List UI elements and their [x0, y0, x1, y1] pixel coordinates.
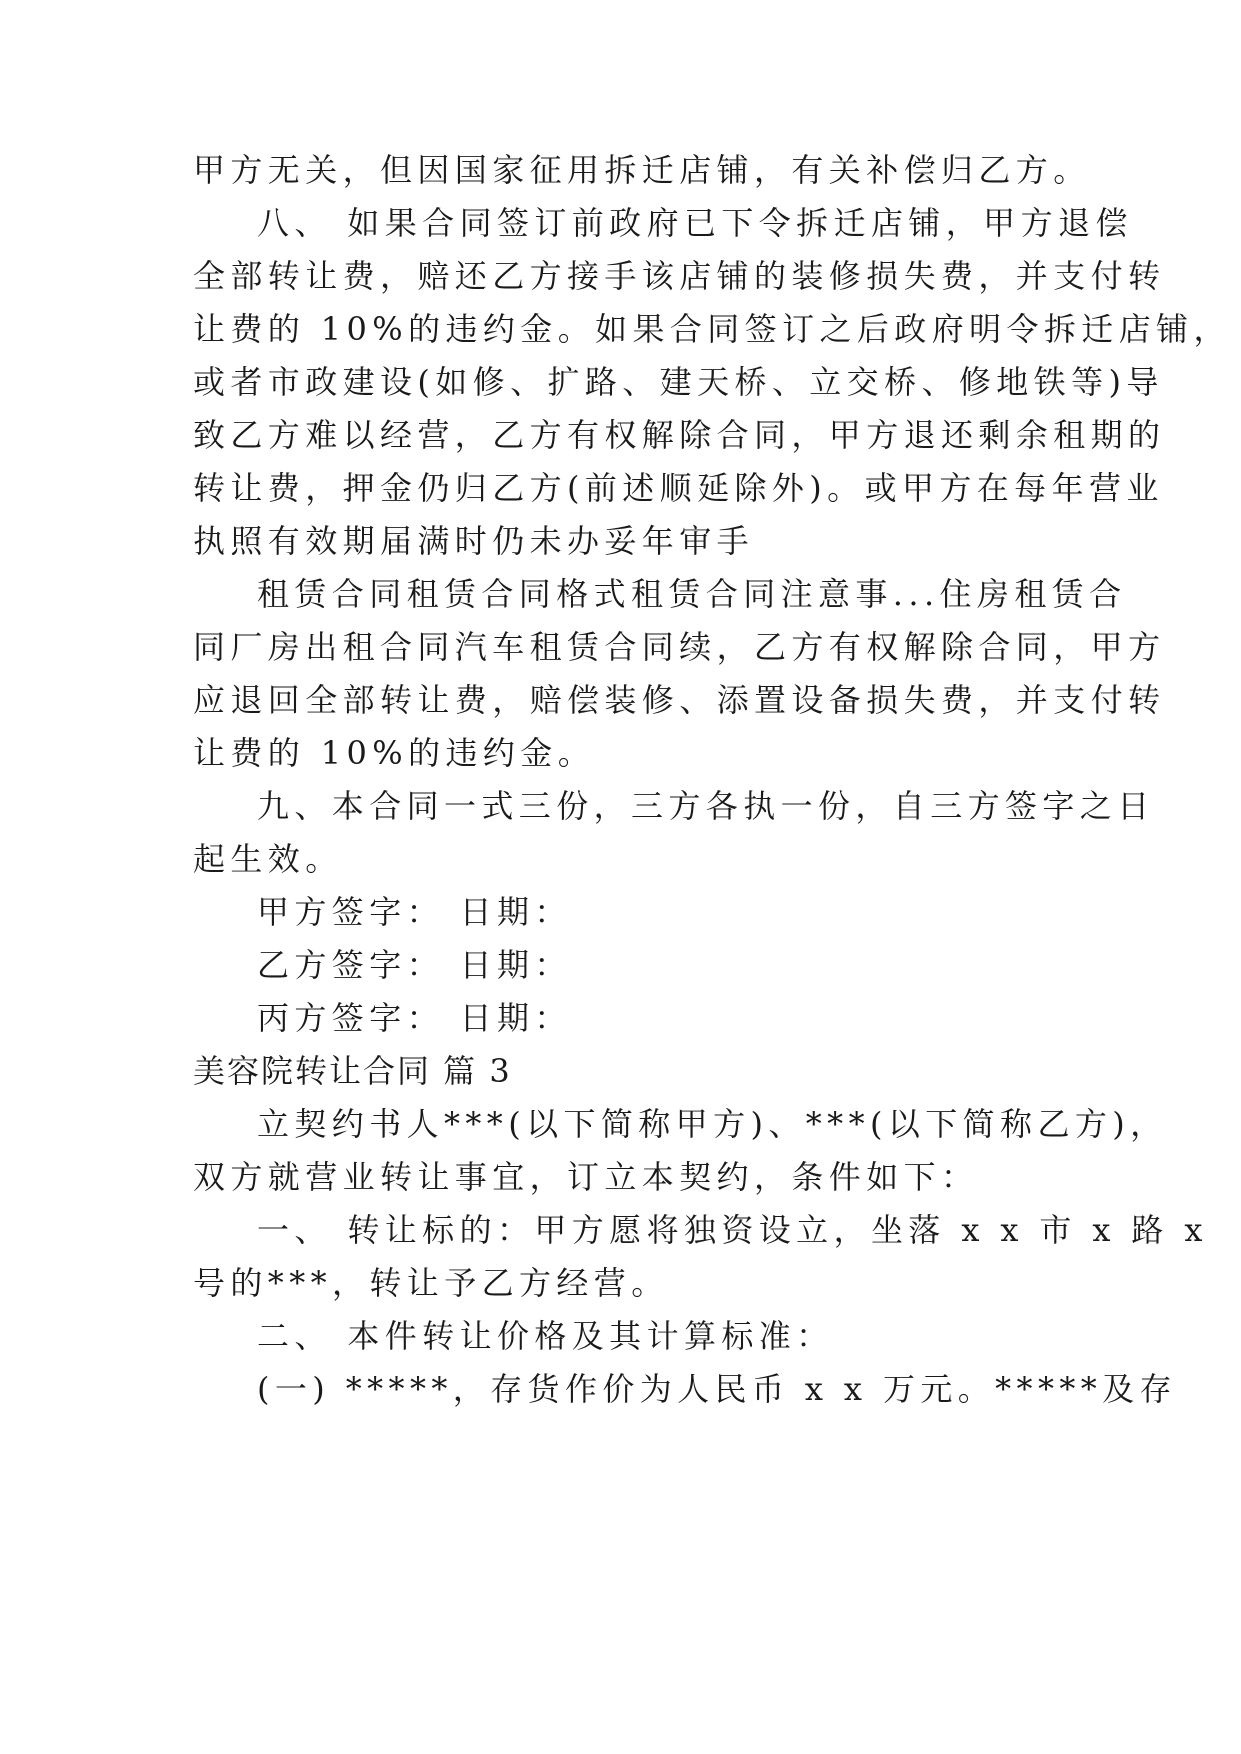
text-line: 全部转让费，赔还乙方接手该店铺的装修损失费，并支付转: [193, 257, 1166, 295]
text-line: 或者市政建设(如修、扩路、建天桥、立交桥、修地铁等)导: [193, 363, 1164, 401]
party-a-signature-line: 甲方签字： 日期：: [257, 893, 572, 931]
text-line: 让费的 10%的违约金。: [193, 734, 596, 772]
text-line: 双方就营业转让事宜，订立本契约，条件如下：: [193, 1158, 979, 1196]
text-line: 让费的 10%的违约金。如果合同签订之后政府明令拆迁店铺，: [193, 310, 1231, 348]
text-line: 甲方无关，但因国家征用拆迁店铺，有关补偿归乙方。: [193, 151, 1091, 189]
paragraph-line: 立契约书人***(以下简称甲方)、***(以下简称乙方)，: [257, 1105, 1168, 1143]
party-c-signature-line: 丙方签字： 日期：: [257, 999, 572, 1037]
clause-9-line: 九、本合同一式三份，三方各执一份，自三方签字之日: [257, 787, 1155, 825]
party-b-signature-line: 乙方签字： 日期：: [257, 946, 572, 984]
text-line: 起生效。: [193, 840, 343, 878]
sub-clause-line: (一) *****，存货作价为人民币 x x 万元。*****及存: [257, 1370, 1177, 1408]
paragraph-line: 租赁合同租赁合同格式租赁合同注意事...住房租赁合: [257, 575, 1127, 613]
text-line: 应退回全部转让费，赔偿装修、添置设备损失费，并支付转: [193, 681, 1166, 719]
text-line: 号的***，转让予乙方经营。: [193, 1264, 669, 1302]
clause-8-line: 八、 如果合同签订前政府已下令拆迁店铺，甲方退偿: [257, 204, 1133, 242]
clause-2-line: 二、 本件转让价格及其计算标准：: [257, 1317, 834, 1355]
text-line: 执照有效期届满时仍未办妥年审手: [193, 522, 755, 560]
text-line: 致乙方难以经营，乙方有权解除合同，甲方退还剩余租期的: [193, 416, 1166, 454]
text-line: 转让费，押金仍归乙方(前述顺延除外)。或甲方在每年营业: [193, 469, 1164, 507]
section-heading: 美容院转让合同 篇 3: [193, 1052, 512, 1090]
text-line: 同厂房出租合同汽车租赁合同续，乙方有权解除合同，甲方: [193, 628, 1166, 666]
clause-1-line: 一、 转让标的：甲方愿将独资设立，坐落 x x 市 x 路 x: [257, 1211, 1208, 1249]
